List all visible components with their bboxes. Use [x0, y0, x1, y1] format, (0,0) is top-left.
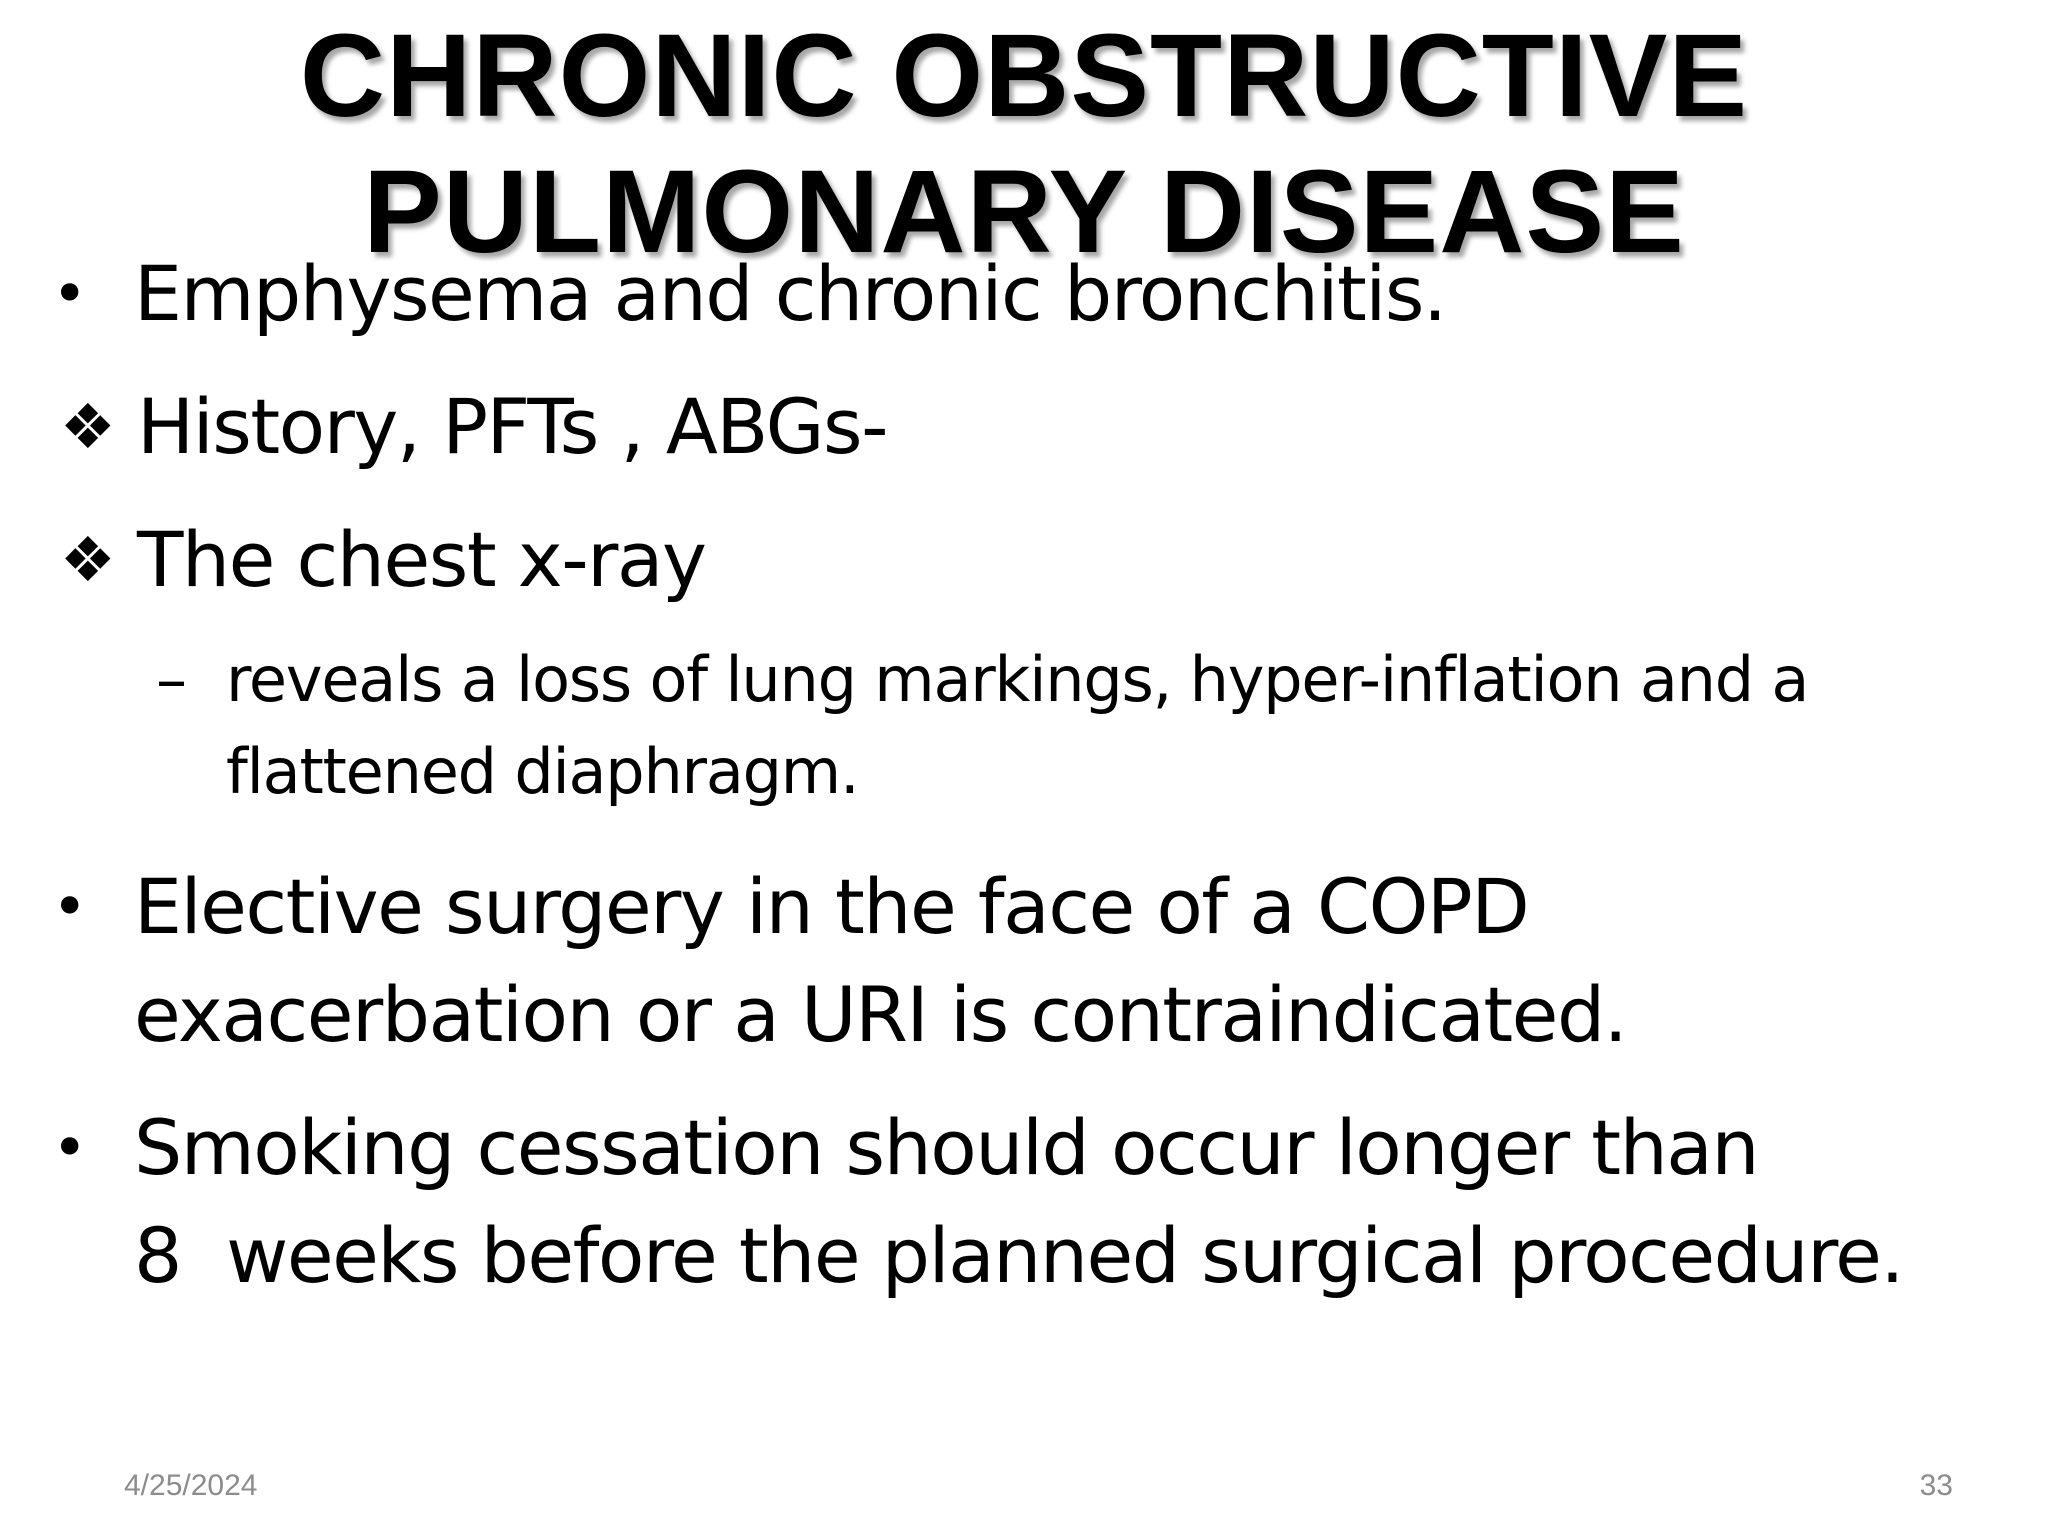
bullet-text: Emphysema and chronic bronchitis.: [134, 249, 1446, 338]
diamond-bullet-icon: ❖: [60, 523, 116, 596]
bullet-marker: •: [52, 872, 88, 942]
footer-date: 4/25/2024: [124, 1469, 258, 1502]
sub-bullet-text-line-1: reveals a loss of lung markings, hyper-inflation and a: [226, 643, 1809, 716]
sub-bullet-text-line-2: flattened diaphragm.: [226, 735, 859, 808]
bullet-text: The chest x-ray: [137, 515, 706, 604]
bullet-text-line-2: exacerbation or a URI is contraindicated.: [134, 970, 1627, 1059]
bullet-marker: •: [52, 259, 88, 329]
diamond-bullet-icon: ❖: [60, 390, 116, 463]
slide-title-line-2: PULMONARY DISEASE: [363, 146, 1685, 278]
bullet-text-line-2: 8 weeks before the planned surgical procedure.: [134, 1211, 1904, 1300]
bullet-text-line-1: Elective surgery in the face of a COPD: [134, 862, 1529, 951]
dash-marker: –: [156, 643, 187, 716]
bullet-marker: •: [52, 1113, 88, 1183]
slide-title-line-1: CHRONIC OBSTRUCTIVE: [299, 10, 1749, 142]
bullet-text: History, PFTs , ABGs-: [137, 382, 888, 471]
bullet-text-line-1: Smoking cessation should occur longer than: [134, 1103, 1758, 1192]
footer-page-number: 33: [1919, 1469, 1953, 1502]
